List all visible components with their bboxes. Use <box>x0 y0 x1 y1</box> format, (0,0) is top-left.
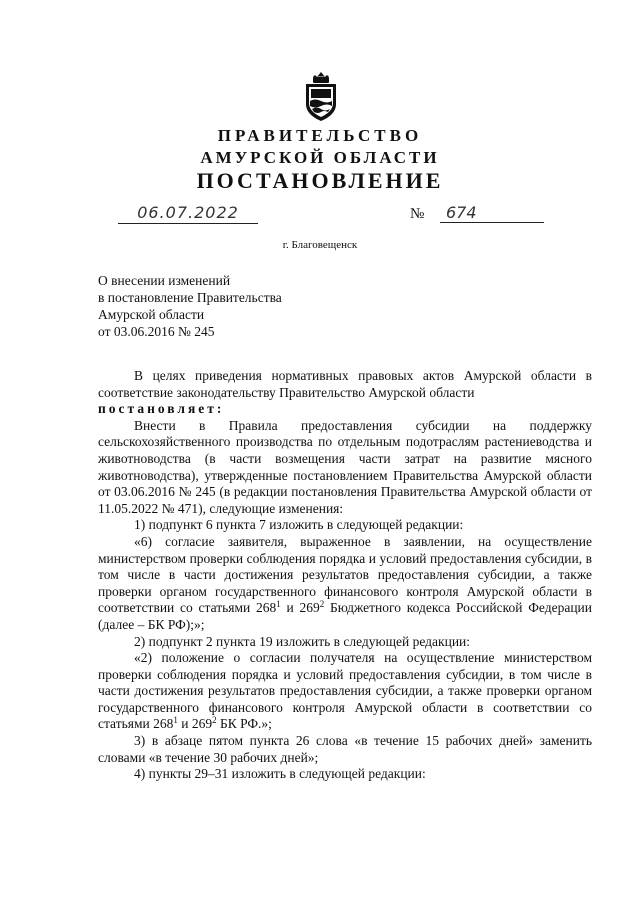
city: г. Благовещенск <box>282 239 358 251</box>
org-name-line2: АМУРСКОЙ ОБЛАСТИ <box>200 148 440 167</box>
amendment-item-4: 4) пункты 29–31 изложить в следующей редакции: <box>134 766 426 782</box>
title-line: в постановление Правительства <box>98 290 282 305</box>
title-line: О внесении изменений <box>98 273 231 288</box>
title-line: Амурской области <box>98 307 205 322</box>
document-title <box>98 272 282 340</box>
document-body <box>98 368 592 783</box>
amendment-item-1: 1) подпункт 6 пункта 7 изложить в следующей редакции: <box>134 517 464 533</box>
document-type: ПОСТАНОВЛЕНИЕ <box>196 168 444 193</box>
amendment-item-2-text: «2) положение о согласии получателя на осуществление министерством проверки соблюдения порядка и условий предоставления субсидии, в том числе в части достижения результатов предоставления субсидии, а также проверки органом государственного финансового контроля Амурской области в соответствии со статьями $268^1$ и $269^2$ БК РФ.»; <box>98 650 592 732</box>
amendment-item-1-text: «6) согласие заявителя, выраженное в заявлении, на осуществление министерством проверки соблюдения порядка и условий предоставления субсидии, в том числе в части достижения результатов предоставления субсидии, а также проверки органом государственного финансового контроля Амурской области в соответствии со статьями $268^1$ и $269^2$ Бюджетного кодекса Российской Федерации (далее – БК РФ);»; <box>98 533 592 632</box>
coat-of-arms-icon <box>300 70 342 122</box>
resolves-keyword: постановляет: <box>98 401 225 417</box>
org-name-line1: ПРАВИТЕЛЬСТВО <box>217 126 423 145</box>
document-number: 674 <box>440 203 544 223</box>
title-line: от 03.06.2016 № 245 <box>98 324 215 339</box>
amendment-item-3: 3) в абзаце пятом пункта 26 слова «в течение 15 рабочих дней» заменить словами «в течение 30 рабочих дней»; <box>98 733 592 765</box>
number-sign: № <box>410 206 425 222</box>
amendment-item-2: 2) подпункт 2 пункта 19 изложить в следующей редакции: <box>134 633 471 649</box>
preamble: В целях приведения нормативных правовых актов Амурской области в соответствие законодательству Правительство Амурской области <box>98 368 592 400</box>
resolves-keyword-line <box>98 401 592 418</box>
document-date: 06.07.2022 <box>118 203 258 224</box>
main-paragraph: Внести в Правила предоставления субсидии на поддержку сельскохозяйственного производства по отдельным подотраслям растениеводства и животноводства (в части возмещения части затрат на развитие мясного животноводства), утвержденные постановлением Правительства Амурской области от 03.06.2016 № 245 (в редакции постановления Правительства Амурской области от 11.05.2022 № 471), следующие изменения: <box>98 417 592 516</box>
